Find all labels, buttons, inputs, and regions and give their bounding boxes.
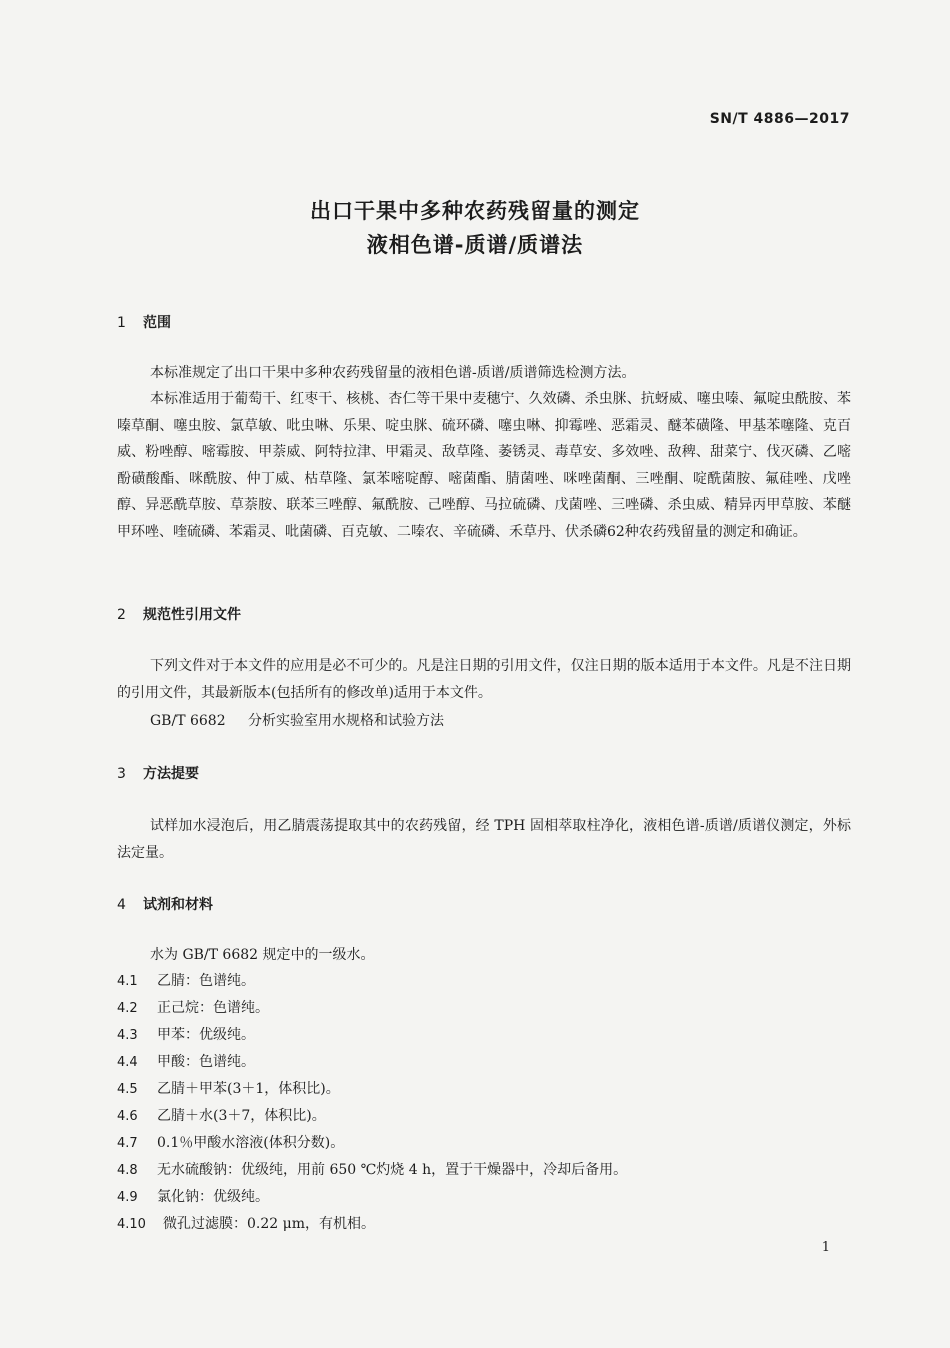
section-4-intro: 水为 GB/T 6682 规定中的一级水。	[150, 947, 375, 963]
standard-code: SN/T 4886—2017	[709, 111, 850, 127]
list-item: 4.1 乙腈：色谱纯。	[117, 973, 255, 989]
section-title: 范围	[143, 315, 171, 331]
section-4-heading	[117, 894, 213, 914]
section-1-heading	[117, 312, 171, 332]
list-item: 4.7 0.1％甲酸水溶液(体积分数)。	[117, 1135, 345, 1151]
list-item: 4.10 微孔过滤膜：0.22 μm，有机相。	[117, 1216, 375, 1232]
list-item: 4.4 甲酸：色谱纯。	[117, 1054, 255, 1070]
document-title	[0, 194, 950, 262]
section-2-paragraph: 下列文件对于本文件的应用是必不可少的。凡是注日期的引用文件，仅注日期的版本适用于本文件。凡是不注日期的引用文件，其最新版本(包括所有的修改单)适用于本文件。	[117, 658, 851, 701]
section-3-paragraph: 试样加水浸泡后，用乙腈震荡提取其中的农药残留，经 TPH 固相萃取柱净化，液相色谱-质谱/质谱仪测定，外标法定量。	[117, 818, 851, 861]
section-1-paragraph-1: 本标准规定了出口干果中多种农药残留量的液相色谱-质谱/质谱筛选检测方法。	[150, 365, 636, 381]
section-1-paragraph-2: 本标准适用于葡萄干、红枣干、核桃、杏仁等干果中麦穗宁、久效磷、杀虫脒、抗蚜威、噻虫嗪、氟啶虫酰胺、苯嗪草酮、噻虫胺、氯草敏、吡虫啉、乐果、啶虫脒、硫环磷、噻虫啉、抑霉唑、恶霜灵、醚苯磺隆、甲基苯噻隆、克百威、粉唑醇、嘧霉胺、甲萘威、阿特拉津、甲霜灵、敌草隆、萎锈灵、毒草安、多效唑、敌稗、甜菜宁、伐灭磷、乙嘧酚磺酸酯、咪酰胺、仲丁威、枯草隆、氯苯嘧啶醇、嘧菌酯、腈菌唑、咪唑菌酮、三唑酮、啶酰菌胺、氟硅唑、戊唑醇、异恶酰草胺、草萘胺、联苯三唑醇、氟酰胺、己唑醇、马拉硫磷、戊菌唑、三唑磷、杀虫威、精异丙甲草胺、苯醚甲环唑、喹硫磷、苯霜灵、吡菌磷、百克敏、二嗪农、辛硫磷、禾草丹、伏杀磷62种农药残留量的测定和确证。	[117, 391, 851, 540]
section-3-heading	[117, 763, 199, 783]
section-title: 规范性引用文件	[143, 607, 241, 623]
section-title: 试剂和材料	[143, 897, 213, 913]
section-number: 2	[117, 607, 126, 623]
section-title: 方法提要	[143, 766, 199, 782]
reference-code: GB/T 6682	[150, 713, 226, 729]
list-item: 4.3 甲苯：优级纯。	[117, 1027, 255, 1043]
list-item: 4.9 氯化钠：优级纯。	[117, 1189, 269, 1205]
list-item: 4.6 乙腈＋水(3＋7，体积比)。	[117, 1108, 326, 1124]
section-number: 3	[117, 766, 126, 782]
page-number: 1	[821, 1240, 830, 1255]
reagent-list	[117, 968, 627, 1238]
section-2-heading	[117, 604, 241, 624]
title-line-1: 出口干果中多种农药残留量的测定	[310, 199, 640, 223]
list-item: 4.8 无水硫酸钠：优级纯，用前 650 ℃灼烧 4 h，置于干燥器中，冷却后备用。	[117, 1162, 628, 1178]
section-number: 1	[117, 315, 126, 331]
list-item: 4.2 正己烷：色谱纯。	[117, 1000, 269, 1016]
section-number: 4	[117, 897, 126, 913]
normative-reference	[150, 710, 444, 730]
reference-title: 分析实验室用水规格和试验方法	[248, 713, 444, 729]
list-item: 4.5 乙腈＋甲苯(3＋1，体积比)。	[117, 1081, 340, 1097]
title-line-2: 液相色谱-质谱/质谱法	[366, 233, 584, 257]
